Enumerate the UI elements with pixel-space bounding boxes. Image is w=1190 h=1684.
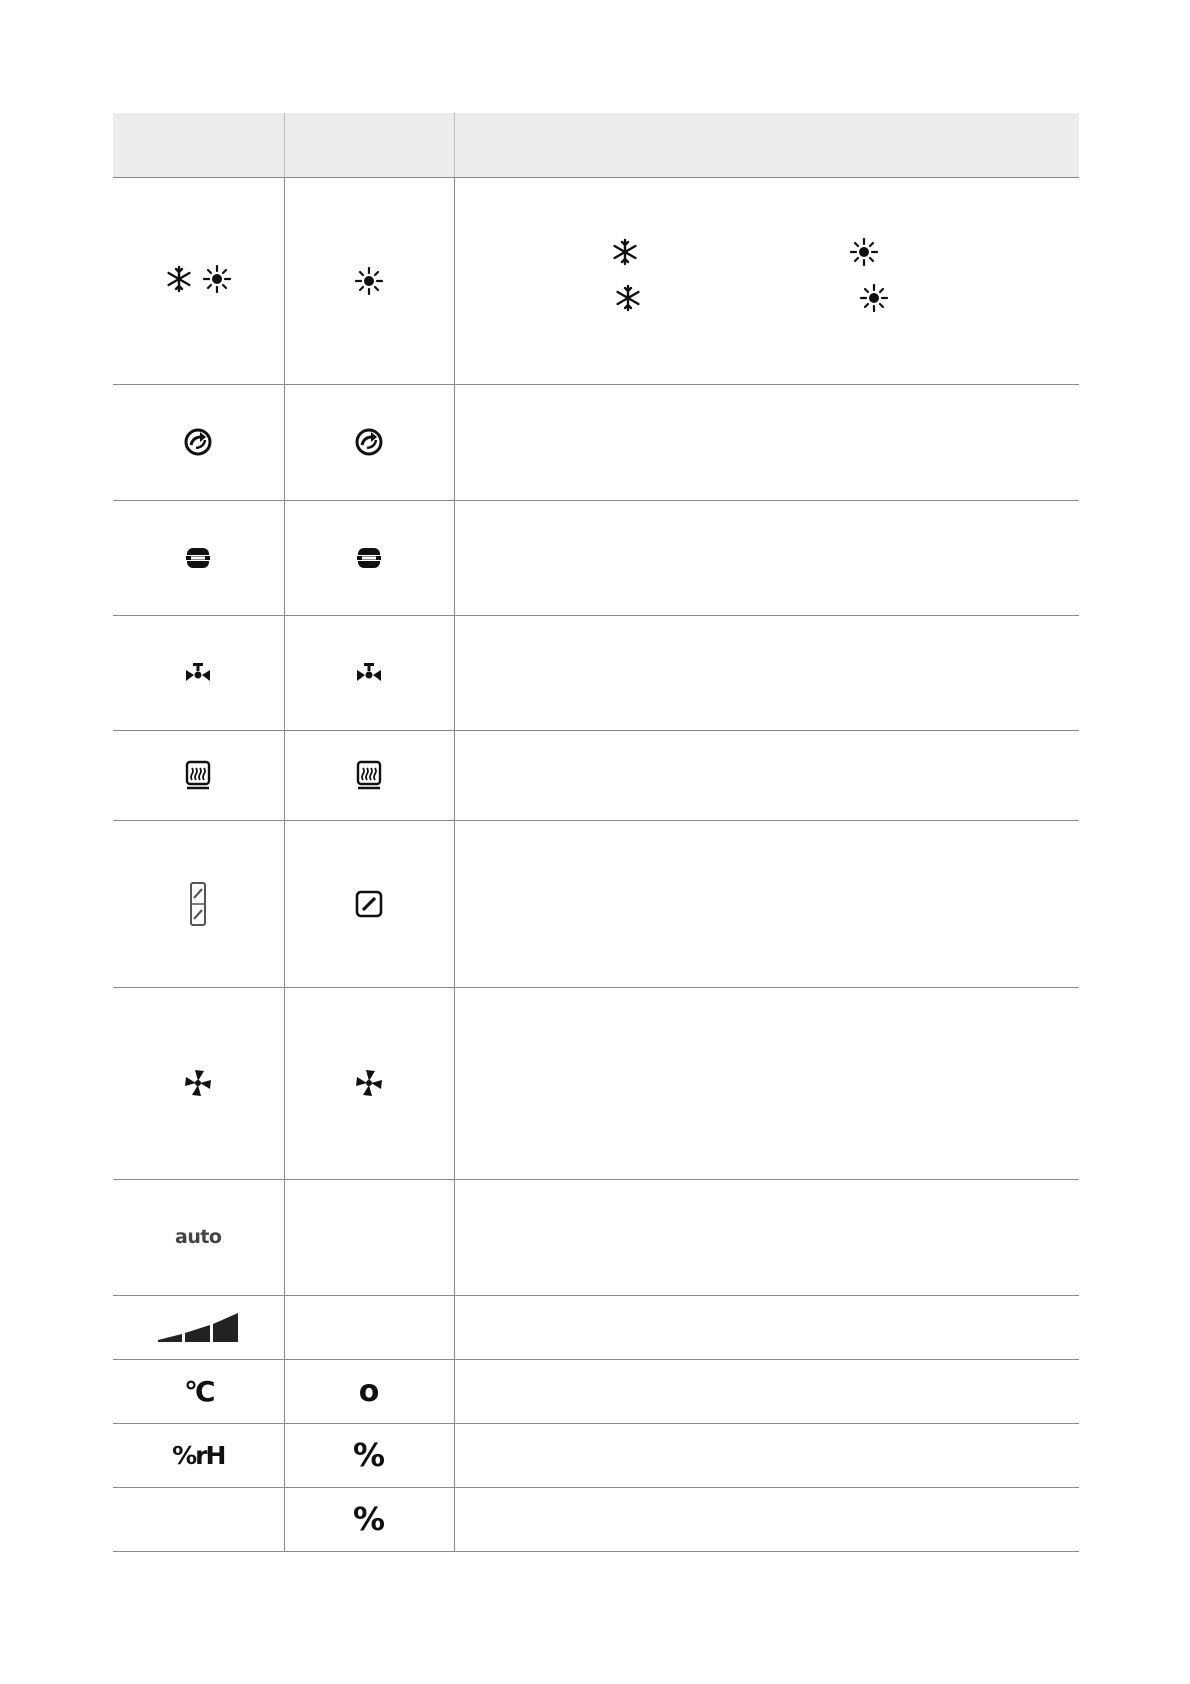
table-row <box>113 730 1079 820</box>
description-cell <box>454 730 1079 820</box>
description-cell <box>454 1487 1079 1551</box>
sun-icon <box>203 265 231 293</box>
table-row <box>113 500 1079 615</box>
auto-label: auto <box>175 1226 222 1248</box>
icon-cell <box>113 1179 284 1295</box>
icon-cell <box>113 987 284 1179</box>
table-row <box>113 1295 1079 1359</box>
header-cell-2 <box>284 113 454 177</box>
description-cell <box>454 820 1079 987</box>
fan-icon <box>354 1068 384 1098</box>
description-cell <box>454 1295 1079 1359</box>
icon-cell-2 <box>284 1487 454 1551</box>
fan-speed-bars-icon <box>157 1311 239 1343</box>
valve-icon <box>355 661 383 685</box>
description-cell <box>454 1423 1079 1487</box>
icon-cell-2 <box>284 1179 454 1295</box>
header-cell-3 <box>454 113 1079 177</box>
icon-cell <box>113 1295 284 1359</box>
mode-icon-cell-2 <box>284 177 454 384</box>
table-row <box>113 384 1079 500</box>
sun-icon <box>355 267 383 295</box>
degree-symbol: o <box>358 1373 380 1409</box>
valve-icon <box>184 661 212 685</box>
mode-description-cell <box>454 177 1079 384</box>
description-cell <box>454 615 1079 730</box>
legend-table-container <box>113 113 1079 1552</box>
icon-cell-2 <box>284 1359 454 1423</box>
heater-icon <box>356 760 382 790</box>
table-row <box>113 1423 1079 1487</box>
icon-cell <box>113 1487 284 1551</box>
heater-icon <box>185 760 211 790</box>
icon-cell-2 <box>284 384 454 500</box>
header-cell-1 <box>113 113 284 177</box>
icon-legend-table <box>113 113 1079 1552</box>
icon-cell <box>113 1359 284 1423</box>
fan-icon <box>183 1068 213 1098</box>
table-row <box>113 987 1079 1179</box>
compressor-icon <box>183 545 213 571</box>
icon-cell <box>113 730 284 820</box>
icon-cell-2 <box>284 500 454 615</box>
table-row <box>113 1359 1079 1423</box>
table-row <box>113 615 1079 730</box>
description-cell <box>454 1359 1079 1423</box>
description-cell <box>454 384 1079 500</box>
icon-cell-2 <box>284 1423 454 1487</box>
description-cell <box>454 1179 1079 1295</box>
icon-cell <box>113 500 284 615</box>
table-header-row <box>113 113 1079 177</box>
snowflake-icon <box>614 284 642 312</box>
description-cell <box>454 987 1079 1179</box>
icon-cell-2 <box>284 730 454 820</box>
damper-icon <box>355 890 383 918</box>
icon-cell-2 <box>284 615 454 730</box>
icon-cell-2 <box>284 987 454 1179</box>
relative-humidity-unit: %rH <box>172 1440 225 1470</box>
mode-icon-cell <box>113 177 284 384</box>
sun-icon <box>850 238 878 266</box>
celsius-unit: °C <box>183 1374 213 1408</box>
snowflake-icon <box>165 265 193 293</box>
icon-cell-2 <box>284 1295 454 1359</box>
percent-symbol: % <box>352 1500 386 1538</box>
compressor-icon <box>354 545 384 571</box>
recycle-arrow-icon <box>183 427 213 457</box>
table-row <box>113 820 1079 987</box>
sun-icon <box>860 284 888 312</box>
icon-cell <box>113 384 284 500</box>
icon-cell <box>113 820 284 987</box>
recycle-arrow-icon <box>354 427 384 457</box>
damper-double-icon <box>189 881 207 927</box>
percent-symbol: % <box>352 1436 386 1474</box>
icon-cell-2 <box>284 820 454 987</box>
icon-cell <box>113 1423 284 1487</box>
table-row <box>113 177 1079 384</box>
table-row <box>113 1487 1079 1551</box>
snowflake-icon <box>611 238 639 266</box>
icon-cell <box>113 615 284 730</box>
description-cell <box>454 500 1079 615</box>
table-row <box>113 1179 1079 1295</box>
